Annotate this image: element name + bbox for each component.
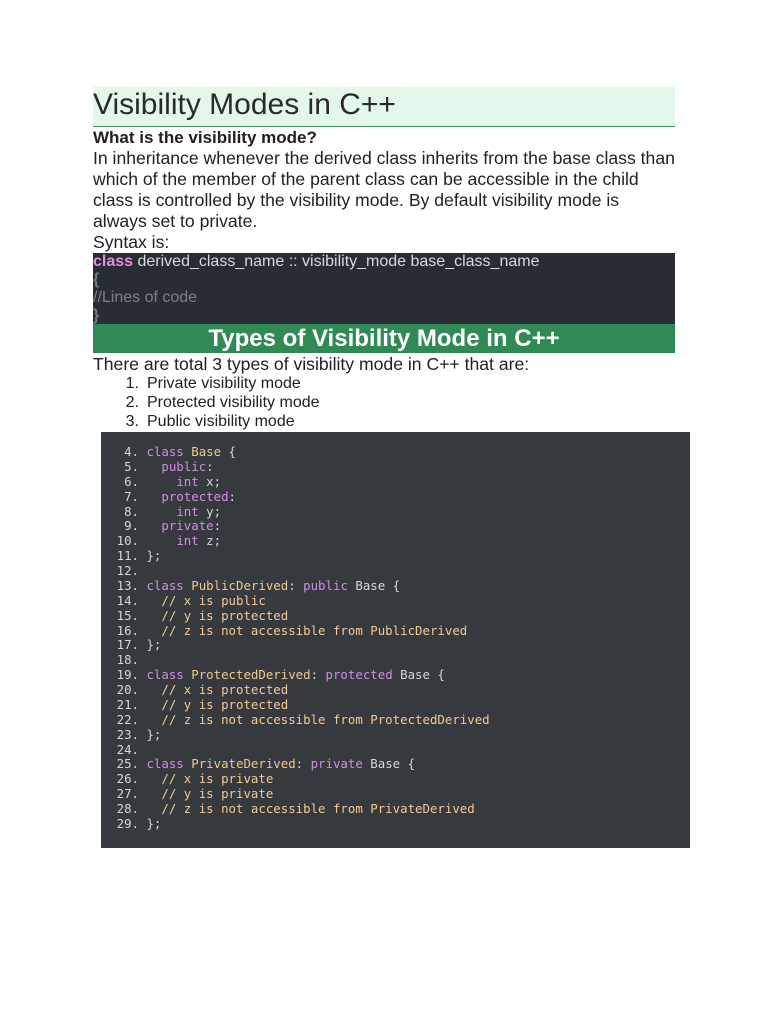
line-number: 29. xyxy=(116,815,139,831)
code-text: Base { xyxy=(347,577,401,593)
code-block xyxy=(101,432,690,848)
code-keyword: protected xyxy=(325,667,393,683)
code-line xyxy=(101,653,690,668)
code-text: x; xyxy=(198,473,222,489)
code-line xyxy=(101,460,690,475)
code-source xyxy=(139,653,146,668)
code-text: : xyxy=(288,577,304,593)
line-number: 17. xyxy=(116,637,139,653)
code-keyword: class xyxy=(146,444,192,459)
code-text: : xyxy=(213,518,222,534)
code-text: z; xyxy=(198,533,222,549)
code-line xyxy=(101,817,690,832)
code-source xyxy=(139,460,214,475)
code-line xyxy=(101,564,690,579)
syntax-comment: //Lines of code xyxy=(93,289,198,306)
code-line xyxy=(101,505,690,520)
code-type: ProtectedDerived xyxy=(191,667,311,683)
syntax-close-brace: } xyxy=(93,307,100,324)
code-keyword: protected xyxy=(161,488,229,504)
code-keyword: class xyxy=(146,577,192,593)
page-title: Visibility Modes in C++ xyxy=(93,87,675,127)
code-source xyxy=(139,505,221,520)
syntax-keyword: class xyxy=(93,253,134,270)
code-line xyxy=(101,787,690,802)
code-line xyxy=(101,579,690,594)
intro-paragraph: In inheritance whenever the derived class inherits from the base class than which of the member of the parent class can be accessible in the child class is controlled by the visibility mode. By default visibility mode is always set to private. xyxy=(93,148,675,231)
code-type: PublicDerived xyxy=(191,577,289,593)
code-line xyxy=(101,624,690,639)
line-number: 13. xyxy=(116,577,139,593)
list-item-label: Private visibility mode xyxy=(147,375,301,392)
line-number: 19. xyxy=(116,667,139,683)
code-line xyxy=(101,757,690,772)
code-line xyxy=(101,475,690,490)
code-source xyxy=(139,743,146,758)
code-line xyxy=(101,594,690,609)
code-source xyxy=(139,787,273,802)
code-type: Base xyxy=(191,444,222,459)
code-line xyxy=(101,549,690,564)
code-keyword: public xyxy=(303,577,348,593)
code-keyword: private xyxy=(310,756,363,772)
line-number: 11. xyxy=(116,548,139,564)
code-comment: // x is public xyxy=(161,592,266,608)
line-number: 26. xyxy=(116,771,139,787)
code-line xyxy=(101,445,690,460)
code-line xyxy=(101,490,690,505)
code-line xyxy=(101,698,690,713)
list-item xyxy=(93,412,320,431)
code-source xyxy=(139,445,236,460)
code-text: : xyxy=(206,458,214,474)
list-item xyxy=(93,393,320,412)
code-keyword: class xyxy=(146,756,192,772)
types-list xyxy=(93,374,320,431)
list-item-label: Protected visibility mode xyxy=(147,394,320,411)
code-comment: // z is not accessible from ProtectedDerived xyxy=(161,711,490,727)
list-number: 1. xyxy=(125,375,139,392)
line-number: 5. xyxy=(124,458,139,474)
code-source xyxy=(139,564,146,579)
code-text: }; xyxy=(146,815,162,831)
code-text: Base { xyxy=(362,756,416,772)
line-number: 10. xyxy=(116,533,139,549)
code-comment: // y is protected xyxy=(161,696,289,712)
code-text: : xyxy=(310,667,326,683)
code-source xyxy=(139,728,161,743)
code-type: PrivateDerived xyxy=(191,756,296,772)
code-keyword: class xyxy=(146,667,192,683)
section-heading: Types of Visibility Mode in C++ xyxy=(93,324,675,353)
code-source xyxy=(139,638,161,653)
code-source xyxy=(139,817,161,832)
line-number: 4. xyxy=(124,444,139,459)
line-number: 28. xyxy=(116,801,139,816)
code-line xyxy=(101,728,690,743)
code-comment: // x is private xyxy=(161,771,274,787)
code-source xyxy=(139,475,221,490)
code-source xyxy=(139,802,475,817)
types-intro: There are total 3 types of visibility mode in C++ that are: xyxy=(93,354,530,374)
code-line xyxy=(101,713,690,728)
code-text: { xyxy=(221,444,236,459)
code-source xyxy=(139,534,221,549)
code-source xyxy=(139,609,288,624)
code-source xyxy=(139,490,236,505)
list-number: 2. xyxy=(125,394,139,411)
line-number: 7. xyxy=(124,488,139,504)
line-number: 12. xyxy=(116,563,139,578)
code-line xyxy=(101,519,690,534)
code-source xyxy=(139,772,273,787)
code-comment: // y is protected xyxy=(161,607,289,623)
code-comment: // z is not accessible from PrivateDerived xyxy=(161,801,475,816)
list-item xyxy=(93,374,320,393)
line-number: 27. xyxy=(116,786,139,802)
list-item-label: Public visibility mode xyxy=(147,413,295,430)
syntax-label: Syntax is: xyxy=(93,232,170,252)
line-number: 24. xyxy=(116,741,139,757)
line-number: 14. xyxy=(116,592,139,608)
code-keyword: int xyxy=(176,473,199,489)
line-number: 23. xyxy=(116,726,139,742)
code-source xyxy=(139,594,266,609)
line-number: 20. xyxy=(116,682,139,697)
code-source xyxy=(139,713,490,728)
code-line xyxy=(101,802,690,817)
line-number: 18. xyxy=(116,652,139,668)
question-heading: What is the visibility mode? xyxy=(93,128,317,147)
code-source xyxy=(139,579,400,594)
code-line xyxy=(101,743,690,758)
code-source xyxy=(139,683,288,698)
code-line xyxy=(101,668,690,683)
code-keyword: int xyxy=(176,503,199,519)
code-line xyxy=(101,534,690,549)
code-comment: // x is protected xyxy=(161,682,289,697)
code-text: : xyxy=(228,488,236,504)
syntax-code-box xyxy=(93,253,675,324)
code-keyword: public xyxy=(161,458,207,474)
syntax-line-1 xyxy=(93,253,675,271)
code-comment: // y is private xyxy=(161,786,274,802)
line-number: 6. xyxy=(124,473,139,489)
code-source xyxy=(139,757,415,772)
line-number: 21. xyxy=(116,696,139,712)
code-source xyxy=(139,549,161,564)
code-source xyxy=(139,698,288,713)
line-number: 22. xyxy=(116,711,139,727)
code-comment: // z is not accessible from PublicDerived xyxy=(161,622,468,638)
code-text: }; xyxy=(146,548,162,564)
code-text: Base { xyxy=(392,667,445,683)
syntax-open-brace: { xyxy=(93,271,100,288)
syntax-declaration: derived_class_name :: visibility_mode base_class_name xyxy=(133,253,540,270)
code-keyword: int xyxy=(176,533,199,549)
code-line xyxy=(101,772,690,787)
code-source xyxy=(139,519,221,534)
code-line xyxy=(101,683,690,698)
code-keyword: private xyxy=(161,518,214,534)
code-source xyxy=(139,668,445,683)
list-number: 3. xyxy=(125,413,139,430)
line-number: 25. xyxy=(116,756,139,772)
line-number: 15. xyxy=(116,607,139,623)
code-text: }; xyxy=(146,637,162,653)
code-text: }; xyxy=(146,726,162,742)
line-number: 9. xyxy=(124,518,139,534)
code-line xyxy=(101,638,690,653)
code-line xyxy=(101,609,690,624)
code-text: y; xyxy=(198,503,222,519)
code-source xyxy=(139,624,467,639)
code-text: : xyxy=(295,756,311,772)
line-number: 8. xyxy=(124,503,139,519)
line-number: 16. xyxy=(116,622,139,638)
